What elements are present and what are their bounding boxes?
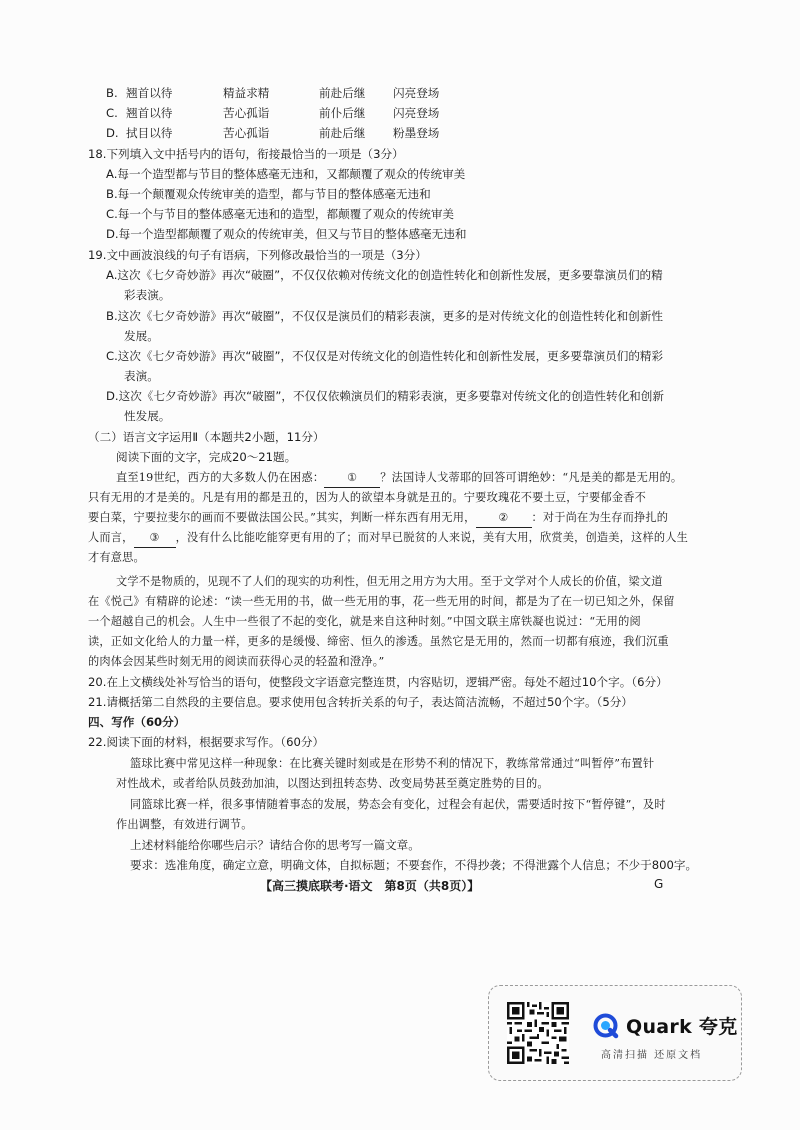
passage-p1-line1: 直至19世纪，西方的大多数人仍在困惑： ① ？法国诗人戈蒂耶的回答可谓绝妙：“凡是美的都是无用的。 bbox=[116, 468, 682, 488]
section4-heading: 四、写作（60分） bbox=[88, 715, 186, 729]
q19-option-d: D.这次《七夕奇妙游》再次“破圈”，不仅仅依赖演员们的精彩表演，更多要靠对传统文化的创造性转化和创新 bbox=[106, 389, 664, 403]
passage-p2-line2: 在《悦己》有精辟的论述：“读一些无用的书，做一些无用的事，花一些无用的时间，都是为了在一切已知之外，保留 bbox=[88, 595, 675, 608]
q18-option-b: B.每一个颠覆观众传统审美的造型，都与节目的整体感毫无违和 bbox=[106, 187, 431, 201]
q22-material-line2: 对性战术，或者给队员鼓劲加油，以图达到扭转态势、改变局势甚至奠定胜势的目的。 bbox=[116, 777, 549, 790]
q22-stem: 22.阅读下面的材料，根据要求写作。（60分） bbox=[88, 735, 325, 749]
q18-option-a: A.每一个造型都与节目的整体感毫无违和，又都颠覆了观众的传统审美 bbox=[106, 167, 466, 181]
passage-p1-line3: 要白菜，宁要拉斐尔的画而不要做法国公民。”其实，判断一样东西有用无用， ② ：对于尚在为生存而挣扎的 bbox=[88, 508, 668, 528]
quark-watermark bbox=[488, 985, 742, 1081]
qr-code-icon bbox=[507, 1002, 569, 1064]
q19-option-b-cont: 发展。 bbox=[124, 329, 159, 343]
q19-option-d-cont: 性发展。 bbox=[124, 409, 171, 423]
q17-option-c: C. 翘首以待 苦心孤诣 前仆后继 闪亮登场 bbox=[106, 106, 440, 120]
q18-option-d: D.每一个造型都颠覆了观众的传统审美，但又与节目的整体感毫无违和 bbox=[106, 227, 467, 241]
q18-option-c: C.每一个与节目的整体感毫无违和的造型，都颠覆了观众的传统审美 bbox=[106, 207, 455, 221]
q18-stem: 18.下列填入文中括号内的语句，衔接最恰当的一项是（3分） bbox=[88, 147, 404, 161]
quark-brand bbox=[593, 1012, 738, 1039]
quark-tagline: 高清扫描 还原文档 bbox=[601, 1050, 703, 1061]
q17-option-d: D. 拭目以待 苦心孤诣 前赴后继 粉墨登场 bbox=[106, 126, 440, 140]
q21-stem: 21.请概括第二自然段的主要信息。要求使用包含转折关系的句子，表达简洁流畅，不超过50个字。（5分） bbox=[88, 695, 633, 709]
page-footer: 【高三摸底联考·语文 第8页（共8页）】 bbox=[260, 879, 480, 893]
q22-question: 上述材料能给你哪些启示？请结合你的思考写一篇文章。 bbox=[130, 838, 420, 852]
q22-requirements: 要求：选准角度，确定立意，明确文体，自拟标题；不要套作，不得抄袭；不得泄露个人信息；不少于800字。 bbox=[130, 858, 698, 872]
blank-3: ③ bbox=[134, 528, 176, 548]
passage-p1-line4: 人而言， ③ ，没有什么比能吃能穿更有用的了；而对早已脱贫的人来说，美有大用，欣赏美，创造美，这样的人生 bbox=[88, 528, 688, 548]
passage-p2-line4: 读，正如文化给人的力量一样，更多的是缓慢、缔密、恒久的渗透。虽然它是无用的，然而一切都有痕迹，我们沉重 bbox=[88, 635, 669, 648]
q19-option-a-cont: 彩表演。 bbox=[124, 288, 171, 302]
q19-option-b: B.这次《七夕奇妙游》再次“破圈”，不仅仅是演员们的精彩表演，更多的是对传统文化的创造性转化和创新性 bbox=[106, 309, 663, 323]
quark-logo-icon bbox=[593, 1013, 619, 1039]
q22-material-line1: 篮球比赛中常见这样一种现象：在比赛关键时刻或是在形势不利的情况下，教练常常通过“叫暂停”布置针 bbox=[130, 757, 655, 770]
blank-1: ① bbox=[324, 468, 380, 488]
q20-stem: 20.在上文横线处补写恰当的语句，使整段文字语意完整连贯，内容贴切，逻辑严密。每处不超过10个字。（6分） bbox=[88, 675, 668, 689]
blank-2: ② bbox=[476, 508, 532, 528]
section2-heading: （二）语言文字运用Ⅱ（本题共2小题，11分） bbox=[88, 430, 325, 444]
q19-option-c-cont: 表演。 bbox=[124, 369, 159, 383]
quark-brand-name: Quark 夸克 bbox=[626, 1016, 738, 1038]
q22-material-line4: 作出调整，有效进行调节。 bbox=[116, 818, 253, 831]
passage-p2-line3: 一个超越自己的机会。人生中一些很了不起的变化，就是来自这种时刻。”中国文联主席铁凝也说过：“无用的阅 bbox=[88, 615, 641, 628]
passage-p2-line1: 文学不是物质的，见现不了人们的现实的功利性，但无用之用方为大用。至于文学对个人成长的价值，梁文道 bbox=[116, 575, 663, 588]
passage-p2-line5: 的肉体会因某些时刻无用的阅读而获得心灵的轻盈和澄净。” bbox=[88, 655, 385, 668]
section2-intro: 阅读下面的文字，完成20～21题。 bbox=[116, 450, 297, 464]
q19-stem: 19.文中画波浪线的句子有语病，下列修改最恰当的一项是（3分） bbox=[88, 248, 427, 262]
version-mark: G bbox=[654, 877, 664, 891]
q17-option-b: B. 翘首以待 精益求精 前赴后继 闪亮登场 bbox=[106, 86, 440, 100]
passage-p1-line5: 才有意思。 bbox=[88, 551, 145, 564]
passage-p1-line2: 只有无用的才是美的。凡是有用的都是丑的，因为人的欲望本身就是丑的。宁要玫瑰花不要土豆，宁要郁金香不 bbox=[88, 491, 646, 504]
q22-material-line3: 同篮球比赛一样，很多事情随着事态的发展，势态会有变化，过程会有起伏，需要适时按下“暂停键”，及时 bbox=[130, 798, 666, 811]
q19-option-c: C.这次《七夕奇妙游》再次“破圈”，不仅仅是对传统文化的创造性转化和创新性发展，更多要靠演员们的精彩 bbox=[106, 349, 664, 363]
q19-option-a: A.这次《七夕奇妙游》再次“破圈”，不仅仅依赖对传统文化的创造性转化和创新性发展，更多要靠演员们的精 bbox=[106, 268, 663, 282]
